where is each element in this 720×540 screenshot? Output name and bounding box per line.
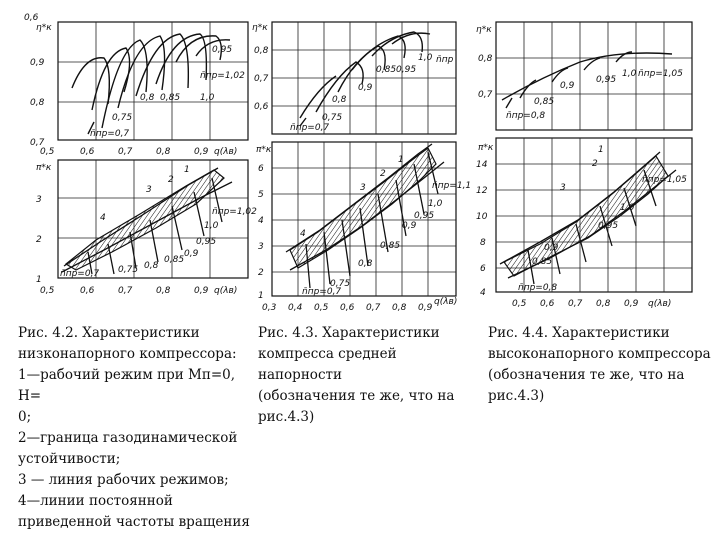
p1-eff-label: n̄пр=1,02 — [200, 71, 245, 81]
chart-p1-pressure — [36, 160, 257, 296]
p3-eff-label: 0,85 — [534, 97, 555, 107]
p3-press-xtick: 0,9 — [624, 299, 639, 309]
p1-press-ylabel: π*к — [36, 163, 52, 173]
caption-line: 0; — [18, 409, 32, 425]
p1-press-ytick: 3 — [36, 195, 42, 205]
p1-press-label: 0,75 — [118, 265, 139, 275]
p3-press-label: 0,85 — [532, 257, 553, 267]
caption-line: (обозначения те же, что на — [488, 367, 685, 383]
p2-eff-label: n̄пр=0,7 — [290, 123, 330, 133]
p3-press-xtick: 0,6 — [540, 299, 555, 309]
p1-eff-ytick: 0,8 — [30, 98, 45, 108]
p3-press-xtick: 0,7 — [568, 299, 583, 309]
p2-press-label: n̄пр=0,7 — [302, 287, 342, 297]
p2-press-ytick: 6 — [258, 164, 264, 174]
p3-press-label: 0,95 — [598, 221, 619, 231]
caption-line: высоконапорного компрессора — [488, 346, 711, 362]
p1-press-xtick: 0,5 — [40, 286, 55, 296]
caption-fig-4-2 — [18, 323, 253, 533]
p2-press-xtick: 0,4 — [288, 303, 303, 313]
p3-press-label: n̄пр=0,8 — [518, 283, 558, 293]
p3-press-xtick: 0,5 — [512, 299, 527, 309]
p1-press-ytick: 2 — [36, 235, 42, 245]
p2-eff-ytick: 0,6 — [254, 102, 269, 112]
p1-eff-label: n̄пр=0,7 — [90, 129, 130, 139]
p2-eff-label: 1,0 — [418, 53, 433, 63]
caption-line: (обозначения те же, что на — [258, 388, 455, 404]
p2-press-label: 2 — [380, 169, 386, 179]
p3-press-ylabel: π*к — [478, 143, 494, 153]
p2-press-ytick: 2 — [258, 268, 264, 278]
p1-eff-ytick: 0,6 — [24, 13, 39, 23]
caption-fig-4-4 — [488, 323, 713, 407]
p2-press-label: 1 — [398, 155, 404, 165]
caption-fig-4-3 — [258, 323, 483, 428]
p1-eff-label: 1,0 — [200, 93, 215, 103]
p2-eff-ytick: 0,8 — [254, 46, 269, 56]
p1-press-ytick: 1 — [36, 275, 42, 285]
p2-eff-label: 0,75 — [322, 113, 343, 123]
p2-eff-label: 0,95 — [396, 65, 417, 75]
p1-eff-xtick: 0,5 — [40, 147, 55, 157]
p2-press-label: 1,0 — [428, 199, 443, 209]
p1-press-label: 2 — [168, 175, 174, 185]
p2-press-label: 0,8 — [358, 259, 373, 269]
p3-press-ytick: 10 — [476, 212, 488, 222]
p3-press-label: 3 — [560, 183, 566, 193]
caption-line: 2—граница газодинамической — [18, 430, 238, 446]
caption-line: 4—линии постоянной — [18, 493, 173, 509]
p2-eff-label: 0,8 — [332, 95, 347, 105]
caption-line: 1—рабочий режим при Мп=0, Н= — [18, 367, 236, 404]
p1-press-label: n̄пр=0,7 — [60, 269, 100, 279]
p1-eff-ylabel: η*к — [36, 23, 52, 33]
chart-p2-pressure — [256, 142, 471, 313]
p1-eff-xtick: q(λв) — [214, 147, 238, 157]
p2-eff-grid — [272, 22, 456, 134]
p1-press-label: 0,95 — [196, 237, 217, 247]
p3-press-label: 1 — [598, 145, 604, 155]
p1-press-label: 0,8 — [144, 261, 159, 271]
p1-press-label: n̄пр=1,02 — [212, 207, 257, 217]
p2-press-label: 4 — [300, 229, 306, 239]
p1-eff-label: 0,95 — [212, 45, 233, 55]
p3-press-ytick: 4 — [480, 288, 486, 298]
p2-press-label: 0,95 — [414, 211, 435, 221]
p2-eff-ylabel: η*к — [252, 23, 268, 33]
caption-line: Рис. 4.3. Характеристики — [258, 325, 440, 341]
caption-line: низконапорного компрессора: — [18, 346, 237, 362]
p3-eff-curves — [502, 52, 672, 108]
p1-press-xtick: 0,6 — [80, 286, 95, 296]
p2-eff-label: 0,85 — [376, 65, 397, 75]
p1-eff-label: 0,75 — [112, 113, 133, 123]
p1-press-xtick: 0,7 — [118, 286, 133, 296]
p2-press-ytick: 1 — [258, 291, 264, 301]
p1-press-xtick: q(λв) — [214, 286, 238, 296]
p3-press-label: n̄пр=1,05 — [642, 175, 687, 185]
p2-press-label: 3 — [360, 183, 366, 193]
chart-p1-efficiency — [24, 13, 248, 157]
p2-eff-ytick: 0,7 — [254, 74, 269, 84]
p3-press-ytick: 14 — [476, 160, 488, 170]
p2-eff-curves — [300, 32, 430, 126]
p2-press-ytick: 5 — [258, 190, 264, 200]
p3-eff-label: 1,0 — [622, 69, 637, 79]
p1-press-label: 0,9 — [184, 249, 199, 259]
caption-line: рис.4.3) — [258, 409, 315, 425]
p2-press-label: 0,9 — [402, 221, 417, 231]
p3-eff-ylabel: η*к — [476, 25, 492, 35]
p2-press-xtick: 0,9 — [418, 303, 433, 313]
p3-eff-ytick: 0,7 — [478, 90, 493, 100]
p2-press-xtick: q(λв) — [434, 297, 458, 307]
chart-p2-efficiency — [252, 22, 456, 134]
p2-press-xtick: 0,3 — [262, 303, 277, 313]
p1-eff-xtick: 0,7 — [118, 147, 133, 157]
p3-eff-label: n̄пр=0,8 — [506, 111, 546, 121]
p2-eff-label: 0,9 — [358, 83, 373, 93]
p1-eff-xtick: 0,8 — [156, 147, 171, 157]
p1-press-xtick: 0,8 — [156, 286, 171, 296]
p1-eff-label: 0,8 — [140, 93, 155, 103]
p3-press-xtick: 0,8 — [596, 299, 611, 309]
caption-line: Рис. 4.2. Характеристики — [18, 325, 200, 341]
p3-press-label: 1,0 — [620, 203, 635, 213]
p2-press-ylabel: π*к — [256, 145, 272, 155]
p2-press-ytick: 3 — [258, 242, 264, 252]
caption-line: устойчивости; — [18, 451, 121, 467]
p3-press-label: 0,9 — [544, 243, 559, 253]
p3-eff-label: 0,9 — [560, 81, 575, 91]
p3-press-label: 2 — [592, 159, 598, 169]
p3-eff-label: n̄пр=1,05 — [638, 69, 683, 79]
p1-press-label: 0,85 — [164, 255, 185, 265]
caption-line: Рис. 4.4. Характеристики — [488, 325, 670, 341]
p1-eff-label: 0,85 — [160, 93, 181, 103]
p1-press-label: 3 — [146, 185, 152, 195]
p2-press-xtick: 0,5 — [314, 303, 329, 313]
p1-press-label: 1,0 — [204, 221, 219, 231]
p2-press-label: 0,75 — [330, 279, 351, 289]
p3-press-ytick: 6 — [480, 264, 486, 274]
p1-eff-xtick: 0,9 — [194, 147, 209, 157]
p2-press-xtick: 0,8 — [392, 303, 407, 313]
p1-press-xtick: 0,9 — [194, 286, 209, 296]
p2-press-ytick: 4 — [258, 216, 264, 226]
chart-p3-pressure — [476, 138, 692, 309]
p1-eff-ytick: 0,7 — [30, 138, 45, 148]
caption-line: рис.4.3) — [488, 388, 545, 404]
p1-eff-xtick: 0,6 — [80, 147, 95, 157]
p2-eff-label: n̄пр — [436, 55, 454, 65]
chart-p3-efficiency — [476, 22, 692, 130]
caption-line: приведенной частоты вращения — [18, 514, 250, 530]
p1-press-label: 4 — [100, 213, 106, 223]
caption-line: 3 — линия рабочих режимов; — [18, 472, 229, 488]
p3-press-xtick: q(λв) — [648, 299, 672, 309]
p3-press-ytick: 12 — [476, 186, 488, 196]
p2-press-xtick: 0,6 — [340, 303, 355, 313]
p2-press-xtick: 0,7 — [366, 303, 381, 313]
p3-eff-label: 0,95 — [596, 75, 617, 85]
p1-eff-ytick: 0,9 — [30, 58, 45, 68]
p2-press-label: 0,85 — [380, 241, 401, 251]
p3-press-ytick: 8 — [480, 238, 486, 248]
p3-eff-ytick: 0,8 — [478, 54, 493, 64]
p2-press-label: n̄пр=1,1 — [432, 181, 472, 191]
p1-press-label: 1 — [184, 165, 190, 175]
caption-line: компресса средней напорности — [258, 346, 397, 383]
